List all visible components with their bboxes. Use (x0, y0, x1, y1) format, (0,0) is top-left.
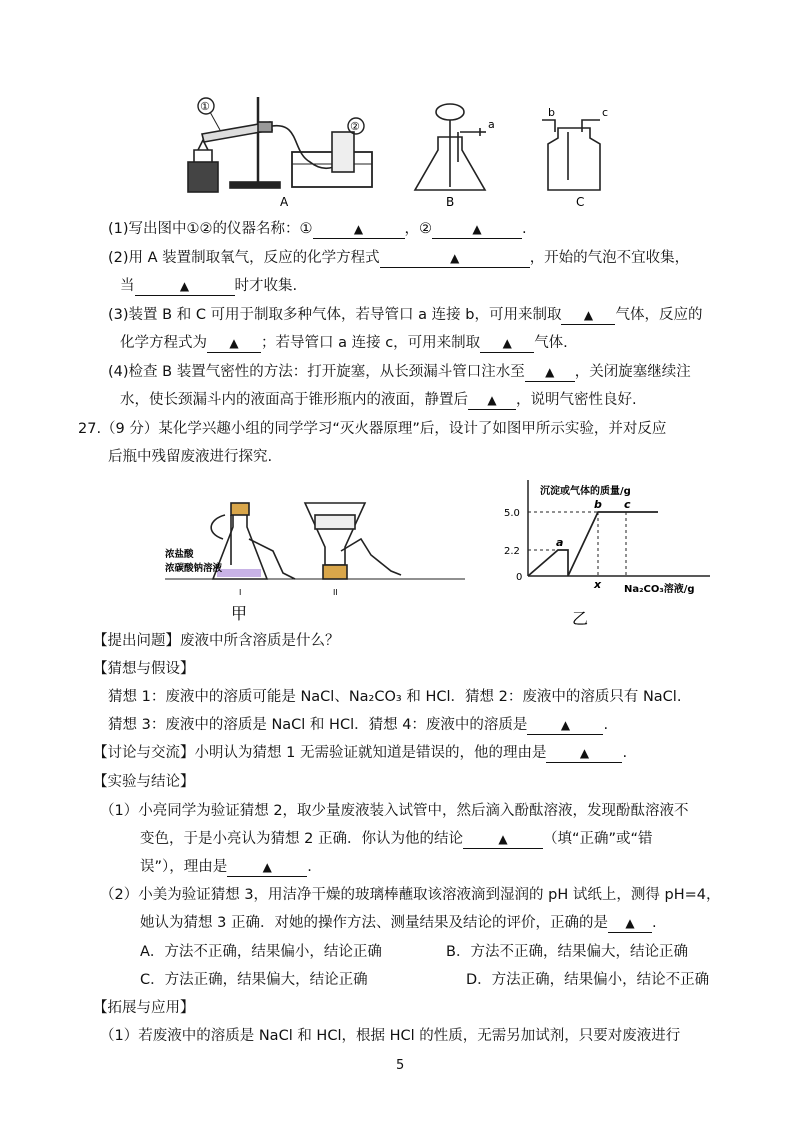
q27-heading-line1: 27.（9 分）某化学兴趣小组的同学学习“灭火器原理”后，设计了如图甲所示实验，并对反应 (78, 421, 667, 437)
answer-blank[interactable]: ▲ (468, 392, 516, 410)
option-c[interactable]: C．方法正确，结果偏大，结论正确 (140, 972, 368, 988)
mark-i: I (239, 588, 242, 597)
point-c: c (624, 498, 631, 511)
label-b-apparatus: B (446, 195, 455, 209)
answer-blank[interactable]: ▲ (313, 221, 405, 239)
answer-blank[interactable]: ▲ (463, 831, 543, 849)
hypothesis-1-2: 猜想 1：废液中的溶质可能是 NaCl、Na₂CO₃ 和 HCl．猜想 2：废液中的溶质只有 NaCl. (108, 689, 682, 705)
mark-ii: II (333, 588, 338, 597)
apparatus-figure (180, 92, 620, 212)
graph-xlabel: Na₂CO₃溶液/g (624, 584, 695, 595)
answer-blank[interactable]: ▲ (525, 364, 575, 382)
extension-1: （1）若废液中的溶质是 NaCl 和 HCl，根据 HCl 的性质，无需另加试剂，只要对废液进行 (100, 1028, 681, 1044)
apparatus-c (542, 120, 600, 190)
point-a: a (556, 536, 564, 549)
label-conc-hcl: 浓盐酸 (165, 549, 194, 560)
experiment-2-line2: 她认为猜想 3 正确．对她的操作方法、测量结果及结论的评价，正确的是 ▲ . (140, 915, 657, 931)
ytick-5: 5.0 (504, 508, 520, 519)
experiment-1-line2: 变色，于是小亮认为猜想 2 正确．你认为他的结论 ▲ （填“正确”或“错 (140, 831, 653, 847)
section-question: 【提出问题】废液中所含溶质是什么？ (93, 633, 340, 649)
q26-part3-line1: (3)装置 B 和 C 可用于制取多种气体，若导管口 a 连接 b，可用来制取 ▲ 气体，反应的 (108, 307, 703, 323)
discussion: 【讨论与交流】小明认为猜想 1 无需验证就知道是错误的，他的理由是 ▲ . (93, 745, 628, 761)
figure-yi-graph (500, 472, 730, 632)
answer-blank[interactable]: ▲ (432, 221, 522, 239)
experiment-1-line3: 误”），理由是 ▲ . (140, 859, 312, 875)
caption-yi: 乙 (572, 609, 589, 628)
answer-blank[interactable]: ▲ (608, 915, 652, 933)
answer-blank[interactable]: ▲ (561, 307, 615, 325)
answer-blank[interactable]: ▲ (480, 335, 534, 353)
port-a: a (488, 118, 495, 131)
q26-part2-line1: (2)用 A 装置制取氧气，反应的化学方程式 ▲ ，开始的气泡不宜收集， (108, 250, 690, 266)
caption-jia: 甲 (231, 604, 248, 623)
experiment-1-line1: （1）小亮同学为验证猜想 2，取少量废液装入试管中，然后滴入酚酞溶液，发现酚酞溶液不 (100, 803, 689, 819)
port-c: c (602, 106, 609, 119)
q26-part4-line2: 水，使长颈漏斗内的液面高于锥形瓶内的液面，静置后 ▲ ，说明气密性良好. (120, 392, 637, 408)
q26-part4-line1: (4)检查 B 装置气密性的方法：打开旋塞，从长颈漏斗管口注水至 ▲ ，关闭旋塞继续注 (108, 364, 691, 380)
marker-2: ② (350, 120, 360, 133)
answer-blank[interactable]: ▲ (135, 278, 235, 296)
port-b: b (548, 106, 555, 119)
q26-part3-line2: 化学方程式为 ▲ ；若导管口 a 连接 c，可用来制取 ▲ 气体. (120, 335, 568, 351)
ytick-0: 0 (516, 572, 523, 583)
option-a[interactable]: A．方法不正确，结果偏小，结论正确 (140, 944, 382, 960)
answer-blank[interactable]: ▲ (546, 745, 622, 763)
experiment-2-line1: （2）小美为验证猜想 3，用洁净干燥的玻璃棒蘸取该溶液滴到湿润的 pH 试纸上，测得 pH=4， (100, 887, 721, 903)
ytick-2-2: 2.2 (504, 546, 520, 557)
section-hypothesis: 【猜想与假设】 (93, 661, 195, 677)
page-number: 5 (396, 1058, 405, 1073)
point-x: x (594, 578, 602, 591)
answer-blank[interactable]: ▲ (227, 859, 307, 877)
q26-part2-line2: 当 ▲ 时才收集. (120, 278, 298, 294)
section-experiment: 【实验与结论】 (93, 774, 195, 790)
figure-jia (165, 495, 475, 625)
section-extension: 【拓展与应用】 (93, 1000, 195, 1016)
graph-ylabel: 沉淀或气体的质量/g (540, 486, 631, 497)
label-a-apparatus: A (280, 195, 289, 209)
label-na2co3-solution: 浓碳酸钠溶液 (165, 563, 223, 574)
point-b: b (594, 498, 602, 511)
option-d[interactable]: D．方法正确，结果偏小，结论不正确 (466, 972, 710, 988)
apparatus-a (188, 97, 372, 192)
marker-1: ① (200, 100, 210, 113)
answer-blank[interactable]: ▲ (527, 717, 603, 735)
label-c-apparatus: C (576, 195, 585, 209)
apparatus-b (415, 104, 486, 190)
answer-blank[interactable]: ▲ (380, 250, 530, 268)
option-b[interactable]: B．方法不正确，结果偏大，结论正确 (446, 944, 688, 960)
q26-part1: (1)写出图中①②的仪器名称：① ▲ ，② ▲ . (108, 221, 527, 237)
q27-heading-line2: 后瓶中残留废液进行探究. (108, 449, 273, 465)
hypothesis-3-4: 猜想 3：废液中的溶质是 NaCl 和 HCl．猜想 4：废液中的溶质是 ▲ . (108, 717, 609, 733)
answer-blank[interactable]: ▲ (207, 335, 261, 353)
